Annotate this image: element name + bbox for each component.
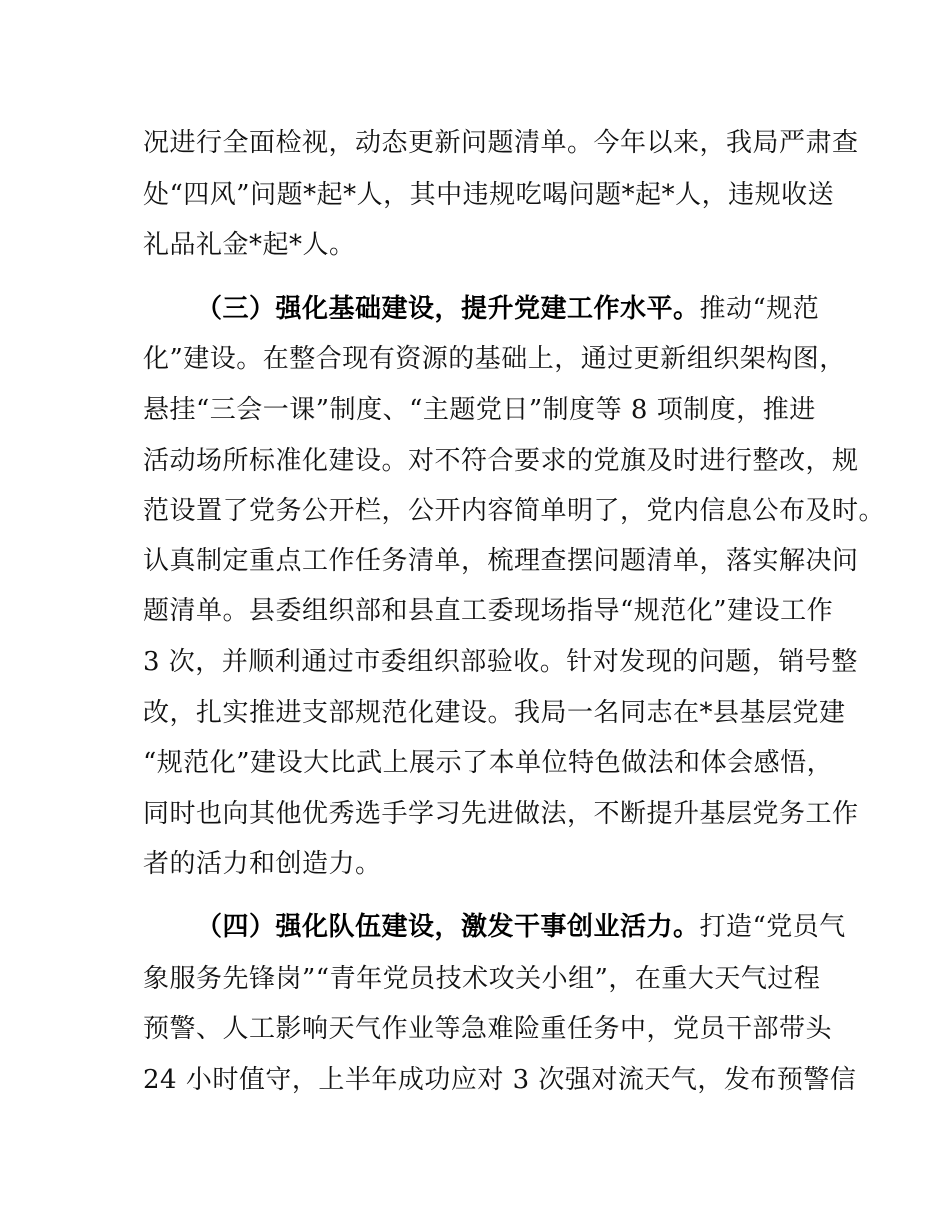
text-line: “规范化”建设大比武上展示了本单位特色做法和体会感悟， [143,748,834,778]
text-line: 者的活力和创造力。 [143,849,382,879]
text-line: 改，扎实推进支部规范化建设。我局一名同志在*县基层党建 [143,698,846,728]
text-line: 范设置了党务公开栏，公开内容简单明了，党内信息公布及时。 [143,496,886,526]
text-line: 预警、人工影响天气作业等急难险重任务中，党员干部带头 [143,1014,833,1044]
section-4-text: 打造“党员气 [699,912,846,942]
section-3-first-line [196,292,819,326]
text-line: 题清单。县委组织部和县直工委现场指导“规范化”建设工作 [143,596,834,626]
text-line: 3 次，并顺利通过市委组织部验收。针对发现的问题，销号整 [143,647,858,677]
text-line: 礼品礼金*起*人。 [143,230,356,260]
text-line: 同时也向其他优秀选手学习先进做法，不断提升基层党务工作 [143,799,859,829]
text-line: 化”建设。在整合现有资源的基础上，通过更新组织架构图， [143,344,846,374]
text-line: 24 小时值守，上半年成功应对 3 次强对流天气，发布预警信 [143,1065,857,1095]
text-line: 活动场所标准化建设。对不符合要求的党旗及时进行整改，规 [143,446,859,476]
text-line: 象服务先锋岗”“青年党员技术攻关小组”，在重大天气过程 [143,964,821,994]
section-4-first-line [196,910,846,944]
text-line: 悬挂“三会一课”制度、“主题党日”制度等 8 项制度，推进 [143,395,816,425]
text-line: 处“四风”问题*起*人，其中违规吃喝问题*起*人，违规收送 [143,180,835,210]
text-line: 认真制定重点工作任务清单，梳理查摆问题清单，落实解决问 [143,546,859,576]
section-3-heading: （三）强化基础建设，提升党建工作水平。 [196,294,700,324]
section-3-text: 推动“规范 [699,294,820,324]
text-line: 况进行全面检视，动态更新问题清单。今年以来，我局严肃查 [143,128,859,158]
section-4-heading: （四）强化队伍建设，激发干事创业活力。 [196,912,700,942]
